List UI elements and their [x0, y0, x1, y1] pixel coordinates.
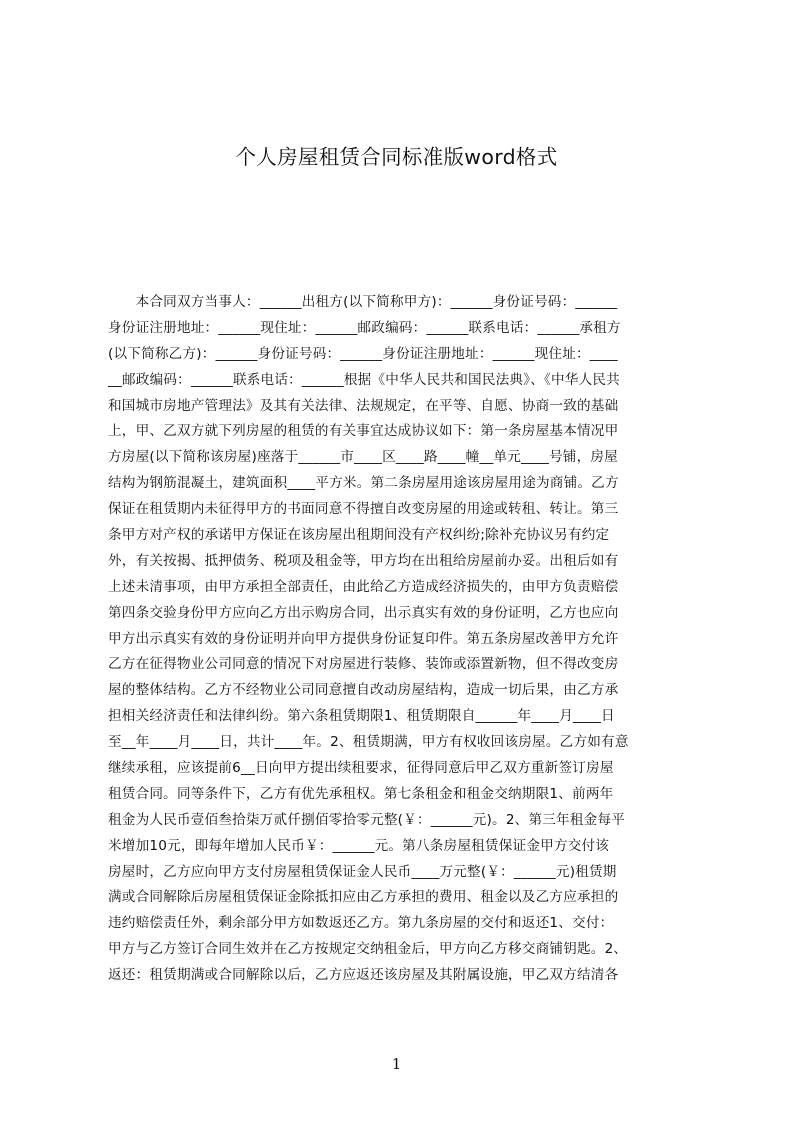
body-line: 至__年____月____日，共计____年。2、租赁期满，甲方有权收回该房屋。乙方如有意 — [108, 734, 629, 751]
body-line: 满或合同解除后房屋租赁保证金除抵扣应由乙方承担的费用、租金以及乙方应承担的 — [108, 889, 619, 906]
body-line: 第四条交验身份甲方应向乙方出示购房合同，出示真实有效的身份证明，乙方也应向 — [108, 604, 619, 621]
body-line: 外，有关按揭、抵押债务、税项及租金等，甲方均在出租给房屋前办妥。出租后如有 — [108, 552, 619, 569]
body-line: 违约赔偿责任外，剩余部分甲方如数返还乙方。第九条房屋的交付和返还1、交付： — [108, 915, 614, 932]
document-title: 个人房屋租赁合同标准版word格式 — [235, 145, 558, 169]
body-line: 结构为钢筋混凝土，建筑面积____平方米。第二条房屋用途该房屋用途为商铺。乙方 — [108, 475, 619, 492]
body-line: 担相关经济责任和法律纠纷。第六条租赁期限1、租赁期限自______年____月____日 — [108, 708, 615, 725]
body-line: 身份证注册地址：______现住址：______邮政编码：______联系电话：______承租方 — [108, 319, 621, 336]
body-line: __邮政编码：______联系电话：______根据《中华人民共和国民法典》、《中华人民共 — [108, 371, 620, 388]
body-line: 继续承租，应该提前6__日向甲方提出续租要求，征得同意后甲乙双方重新签订房屋 — [108, 760, 614, 777]
body-line: (以下简称乙方)：______身份证号码：______身份证注册地址：______现住址：____ — [108, 345, 618, 362]
body-line: 屋的整体结构。乙方不经物业公司同意擅自改动房屋结构，造成一切后果，由乙方承 — [108, 682, 619, 699]
contract-body — [108, 290, 700, 989]
body-line: 米增加10元，即每年增加人民币￥：______元。第八条房屋租赁保证金甲方交付该 — [108, 837, 610, 854]
body-line: 甲方与乙方签订合同生效并在乙方按规定交纳租金后，甲方向乙方移交商铺钥匙。2、 — [108, 941, 628, 958]
body-line: 上，甲、乙双方就下列房屋的租赁的有关事宜达成协议如下：第一条房屋基本情况甲 — [108, 423, 619, 440]
body-line: 上述未清事项，由甲方承担全部责任，由此给乙方造成经济损失的，由甲方负责赔偿 — [108, 578, 619, 595]
body-line: 返还：租赁期满或合同解除以后，乙方应返还该房屋及其附属设施，甲乙双方结清各 — [108, 967, 619, 984]
body-line: 条甲方对产权的承诺甲方保证在该房屋出租期间没有产权纠纷;除补充协议另有约定 — [108, 527, 610, 544]
body-line: 方房屋(以下简称该房屋)座落于______市____区____路____幢__单元____号铺，房屋 — [108, 449, 618, 466]
body-line: 和国城市房地产管理法》及其有关法律、法规规定，在平等、自愿、协商一致的基础 — [108, 397, 619, 414]
body-line: 保证在租赁期内未征得甲方的书面同意不得擅自改变房屋的用途或转租、转让。第三 — [108, 501, 619, 518]
body-line: 本合同双方当事人：______出租方(以下简称甲方)：______身份证号码：______ — [108, 294, 618, 310]
body-line: 房屋时，乙方应向甲方支付房屋租赁保证金人民币____万元整(￥：______元)租赁期 — [108, 863, 617, 880]
body-line: 甲方出示真实有效的身份证明并向甲方提供身份证复印件。第五条房屋改善甲方允许 — [108, 630, 619, 647]
body-line: 租金为人民币壹佰叁拾柒万贰仟捌佰零拾零元整(￥：______元)。2、第三年租金每平 — [108, 811, 626, 828]
body-line: 乙方在征得物业公司同意的情况下对房屋进行装修、装饰或添置新物，但不得改变房 — [108, 656, 619, 673]
body-line: 租赁合同。同等条件下，乙方有优先承租权。第七条租金和租金交纳期限1、前两年 — [108, 785, 614, 802]
page-number: 1 — [391, 1055, 402, 1073]
